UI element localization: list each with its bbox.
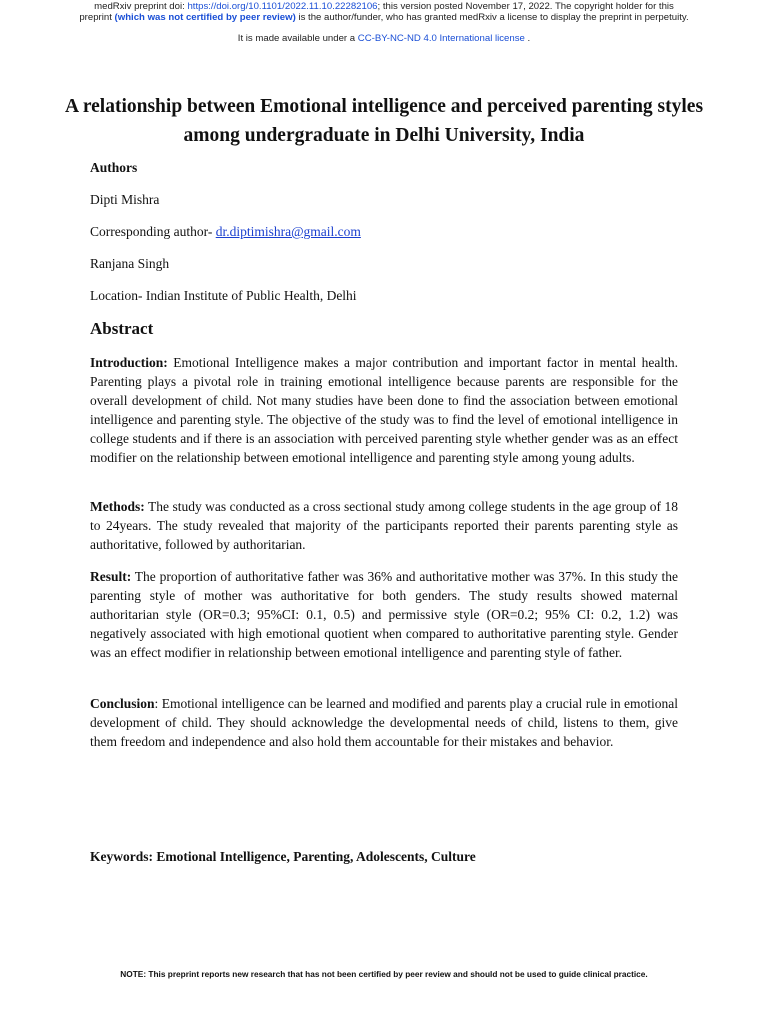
corresponding-email-link[interactable]: dr.diptimishra@gmail.com	[215, 224, 361, 239]
copyright-notice: ; this version posted November 17, 2022. The copyright holder for this	[377, 1, 674, 12]
doi-link[interactable]: https://doi.org/10.1101/2022.11.10.22282106	[187, 1, 378, 12]
license-line	[0, 33, 768, 45]
doi-prefix: medRxiv preprint doi:	[94, 1, 188, 12]
preprint-word: preprint	[79, 12, 115, 23]
result-label: Result:	[90, 569, 132, 584]
authors-heading: Authors	[90, 160, 138, 175]
peer-review-footer-note: NOTE: This preprint reports new research that has not been certified by peer review and should not be used to guide clinical practice.	[120, 969, 648, 979]
abstract-heading: Abstract	[90, 319, 154, 338]
conclusion-label: Conclusion	[90, 696, 155, 711]
preprint-banner-line-2	[0, 12, 768, 24]
license-link[interactable]: CC-BY-NC-ND 4.0 International license	[357, 33, 525, 44]
author-location: Location- Indian Institute of Public Health, Delhi	[90, 288, 357, 303]
result-text: The proportion of authoritative father was 36% and authoritative mother was 37%. In this study the parenting style of mother was authoritative for both genders. The study results showed maternal authoritarian style (OR=0.3; 95%CI: 0.1, 0.5) and permissive style (OR=0.2; 95% CI: 0.2, 1.2) was negatively associated with high emotional quotient when compared to authoritative parenting style. Gender was an effect modifier in relationship between emotional intelligence and parenting style of father.	[90, 569, 678, 660]
not-certified-notice: (which was not certified by peer review)	[114, 12, 296, 23]
license-grant-text: is the author/funder, who has granted medRxiv a license to display the preprint in perpetuity.	[295, 12, 689, 23]
author-name-2: Ranjana Singh	[90, 256, 170, 271]
license-suffix: .	[524, 33, 531, 44]
methods-text: The study was conducted as a cross sectional study among college students in the age group of 18 to 24years. The study revealed that majority of the participants reported their parents parenting style as authoritative, followed by authoritarian.	[90, 499, 678, 552]
conclusion-text: : Emotional intelligence can be learned and modified and parents play a crucial rule in emotional development of child. They should acknowledge the developmental needs of child, listens to them, give them freedom and independence and also hold them accountable for their mistakes and behavior.	[90, 696, 678, 749]
paper-title: A relationship between Emotional intelligence and perceived parenting styles among undergraduate in Delhi University, India	[64, 96, 704, 146]
methods-label: Methods:	[90, 499, 145, 514]
abstract-result	[90, 568, 678, 663]
introduction-label: Introduction:	[90, 355, 168, 370]
corresponding-author-line	[90, 223, 361, 241]
keywords-line: Keywords: Emotional Intelligence, Parenting, Adolescents, Culture	[90, 849, 476, 864]
abstract-methods	[90, 498, 678, 555]
abstract-conclusion	[90, 695, 678, 752]
corresponding-author-label: Corresponding author-	[90, 224, 216, 239]
abstract-introduction	[90, 354, 678, 467]
author-name-1: Dipti Mishra	[90, 192, 160, 207]
license-prefix: It is made available under a	[237, 33, 358, 44]
introduction-text: Emotional Intelligence makes a major contribution and important factor in mental health. Parenting plays a pivotal role in training emotional intelligence because parents are responsible for the overall development of child. Not many studies have been done to find the association between emotional intelligence and parenting style. The objective of the study was to find the level of emotional intelligence in college students and if there is an association with perceived parenting style whether gender was as an effect modifier on the relationship between emotional intelligence and parenting style among young adults.	[90, 355, 678, 465]
